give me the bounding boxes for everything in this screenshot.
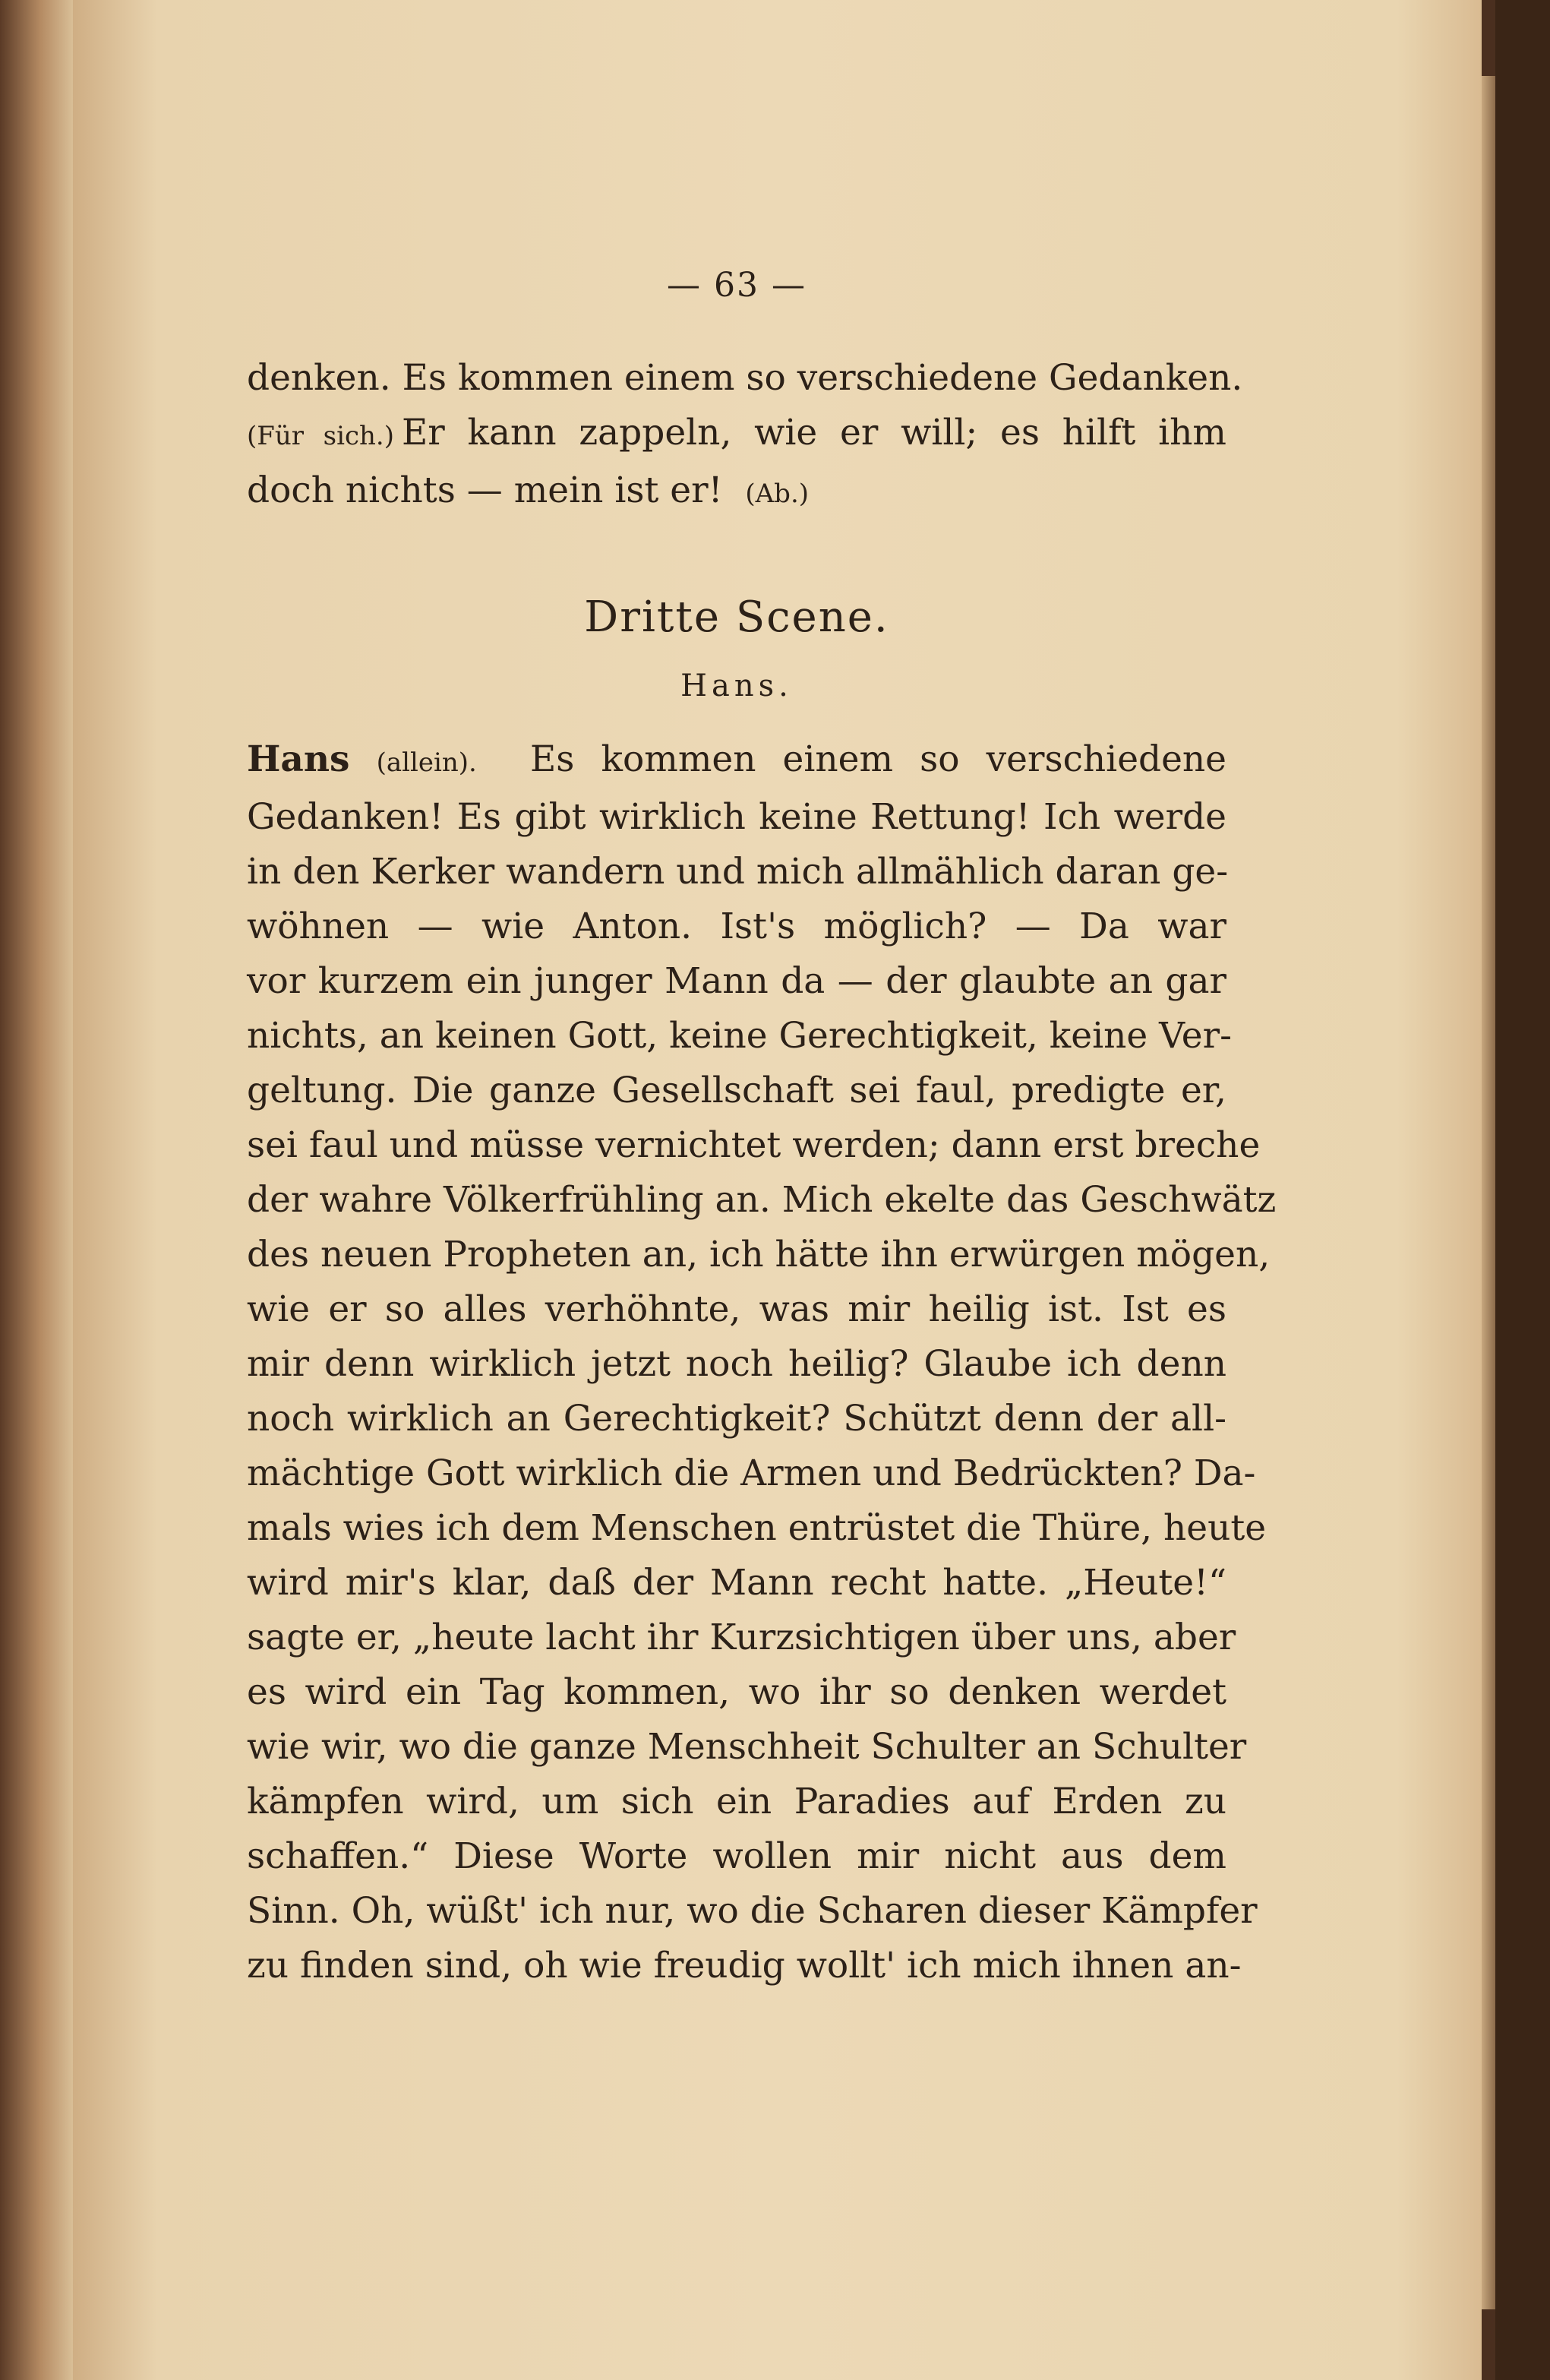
scene-persons: Hans. xyxy=(680,668,793,703)
text-line xyxy=(247,732,1226,790)
text-line xyxy=(247,463,1226,521)
text-line: mir denn wirklich jetzt noch heilig? Glaube ich denn xyxy=(247,1343,1226,1385)
stage-direction: (Für sich.) xyxy=(247,421,394,451)
text-line: wie wir, wo die ganze Menschheit Schulter an Schulter xyxy=(247,1726,1247,1768)
monologue-paragraph xyxy=(247,732,1277,1993)
text-line: wie er so alles verhöhnte, was mir heilig ist. Ist es xyxy=(247,1288,1226,1330)
text-line: in den Kerker wandern und mich allmählich daran ge- xyxy=(247,851,1229,893)
text-line: wöhnen — wie Anton. Ist's möglich? — Da war xyxy=(247,906,1226,947)
stage-direction: (Ab.) xyxy=(745,479,810,509)
text-line: es wird ein Tag kommen, wo ihr so denken werdet xyxy=(247,1671,1226,1713)
text-line: mächtige Gott wirklich die Armen und Bedrückten? Da- xyxy=(247,1452,1256,1494)
text-line-content: Er kann zappeln, wie er will; es hilft ihm xyxy=(402,412,1226,454)
text-line: des neuen Propheten an, ich hätte ihn erwürgen mögen, xyxy=(247,1234,1271,1275)
text-line: zu finden sind, oh wie freudig wollt' ich mich ihnen an- xyxy=(247,1945,1242,1986)
left-page-edge xyxy=(0,0,73,2380)
text-line: sei faul und müsse vernichtet werden; dann erst breche xyxy=(247,1124,1261,1166)
text-line: Gedanken! Es gibt wirklich keine Rettung! Ich werde xyxy=(247,796,1226,838)
text-line: wird mir's klar, daß der Mann recht hatte. „Heute!“ xyxy=(247,1562,1226,1604)
text-line: kämpfen wird, um sich ein Paradies auf Erden zu xyxy=(247,1781,1226,1822)
stage-direction: (allein). xyxy=(376,748,477,778)
text-line: Sinn. Oh, wüßt' ich nur, wo die Scharen dieser Kämpfer xyxy=(247,1890,1258,1932)
page-number: — 63 — xyxy=(667,266,807,305)
text-line-content: doch nichts — mein ist er! xyxy=(247,469,723,511)
text-line: vor kurzem ein junger Mann da — der glaubte an gar xyxy=(247,960,1226,1002)
background-dark xyxy=(1495,0,1550,2380)
text-line: der wahre Völkerfrühling an. Mich ekelte das Geschwätz xyxy=(247,1179,1277,1221)
speaker-name: Hans xyxy=(247,738,350,780)
text-line: noch wirklich an Gerechtigkeit? Schützt denn der all- xyxy=(247,1398,1226,1440)
scene-title: Dritte Scene. xyxy=(584,593,889,642)
text-line xyxy=(247,406,1226,463)
text-line: nichts, an keinen Gott, keine Gerechtigkeit, keine Ver- xyxy=(247,1015,1232,1057)
intro-paragraph xyxy=(247,351,1243,521)
text-line: geltung. Die ganze Gesellschaft sei faul, predigte er, xyxy=(247,1070,1226,1111)
text-line: mals wies ich dem Menschen entrüstet die Thüre, heute xyxy=(247,1507,1267,1549)
text-line: schaffen.“ Diese Worte wollen mir nicht aus dem xyxy=(247,1835,1226,1877)
page-edge-stack xyxy=(1482,76,1495,2309)
text-line: denken. Es kommen einem so verschiedene Gedanken. xyxy=(247,357,1243,399)
text-line-content: Es kommen einem so verschiedene xyxy=(529,738,1226,780)
text-line: sagte er, „heute lacht ihr Kurzsichtigen über uns, aber xyxy=(247,1617,1236,1658)
